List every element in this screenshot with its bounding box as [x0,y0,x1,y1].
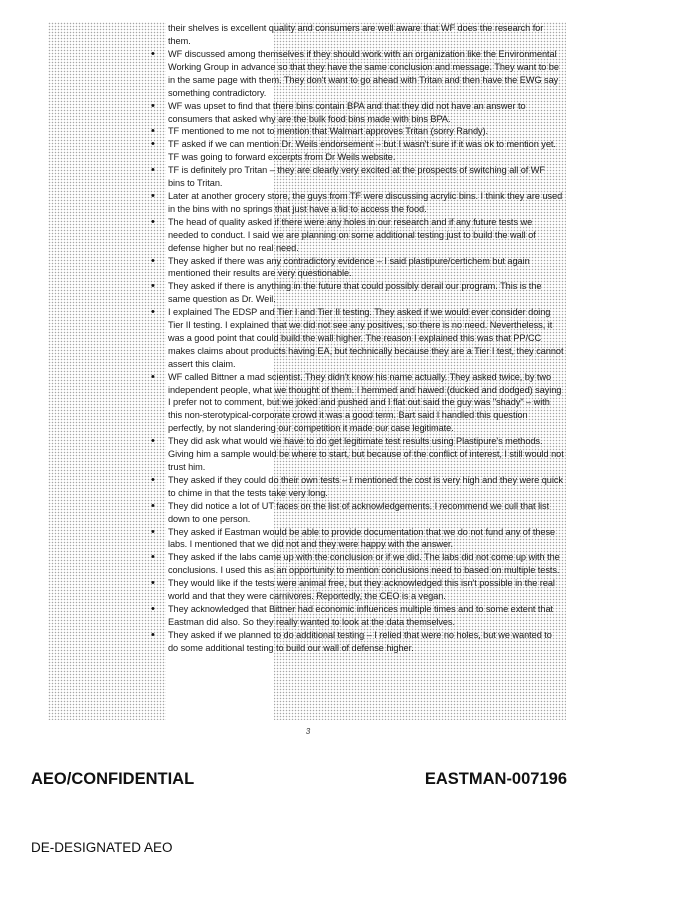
list-item: • They did ask what would we have to do get legitimate test results using Plastipure's methods. Giving him a sample would be where to start, but because of the conflict of interest, I still would not trust him. [168,435,564,474]
bates-number: EASTMAN-007196 [424,770,567,788]
memo-bullet-list [168,48,564,655]
list-item: • They asked if they could do their own tests – I mentioned the cost is very high and they were quick to chime in that the tests take very long. [168,474,564,500]
list-item: • Later at another grocery store, the guys from TF were discussing acrylic bins. I think they are used in the bins with no springs that just have a lid to access the food. [168,190,564,216]
list-item: • TF mentioned to me not to mention that Walmart approves Tritan (sorry Randy). [168,125,564,138]
list-item: • TF asked if we can mention Dr. Weils endorsement – but I wasn't sure if it was ok to mention yet. TF was going to forward excerpts from Dr Weils website. [168,138,564,164]
list-item: • WF was upset to find that there bins contain BPA and that they did not have an answer to consumers that asked why are the bulk food bins made with bins BPA. [168,100,564,126]
list-item: • They would like if the tests were animal free, but they acknowledged this isn't possible in the real world and that they were carnivores. Reportedly, the CEO is a vegan. [168,577,564,603]
list-item: • WF discussed among themselves if they should work with an organization like the Environmental Working Group in advance so that they have the same conclusion and message. They want to be in the same page with them. They don't want to go ahead with Tritan and then have the EWG say something contradictory. [168,48,564,100]
designation-label: DE-DESIGNATED AEO [31,840,173,855]
page-number: 3 [305,727,311,736]
list-item: • They did notice a lot of UT faces on the list of acknowledgements. I recommend we cull that list down to one person. [168,500,564,526]
list-item: • They asked if there is anything in the future that could possibly derail our program. This is the same question as Dr. Weil. [168,280,564,306]
list-item: • They asked if the labs came up with the conclusion or if we did. The labs did not come up with the conclusions. I used this as an opportunity to mention conclusions need to based on multiple tests. [168,551,564,577]
list-item: • I explained The EDSP and Tier I and Tier II testing. They asked if we would ever consider doing Tier II testing. I explained that we did not see any positives, so there is no need. Nevertheless, it was a good point that could build the wall higher. The reason I explained this was that PP/CC makes claims about products having EA, but technically because they are a Tier I test, they cannot assert this claim. [168,306,564,371]
list-item: • TF is definitely pro Tritan – they are clearly very excited at the prospects of switching all of WF bins to Tritan. [168,164,564,190]
memo-lead-paragraph: their shelves is excellent quality and consumers are well aware that WF does the research for them. [168,23,544,46]
confidentiality-label: AEO/CONFIDENTIAL [31,770,195,788]
list-item: • They asked if Eastman would be able to provide documentation that we do not fund any of these labs. I mentioned that we did not and they were happy with the answer. [168,526,564,552]
memo-page-body [48,22,566,720]
list-item: • They asked if we planned to do additional testing – I relied that were no holes, but we wanted to do some additional testing to build our wall of defense higher. [168,629,564,655]
list-item: • WF called Bittner a mad scientist. They didn't know his name actually. They asked twice, by two independent people, what we thought of them. I hemmed and hawed (ducked and dodged) saying I prefer not to comment, but we joked and pushed and I flat out said the guy was "shady" – with this non-sterotypical-corporate crowd it was a good term. Bart said I handled this question perfectly, by not slandering our competition it made our case legitimate. [168,371,564,436]
list-item: • The head of quality asked if there were any holes in our research and if any future tests we needed to conduct. I said we are planning on some additional testing just to build the wall of defense higher but no real need. [168,216,564,255]
list-item: • They asked if there was any contradictory evidence – I said plastipure/certichem but again mentioned their results are very questionable. [168,255,564,281]
list-item: • They acknowledged that Bittner had economic influences multiple times and to some extent that Eastman did also. So they really wanted to look at the data themselves. [168,603,564,629]
